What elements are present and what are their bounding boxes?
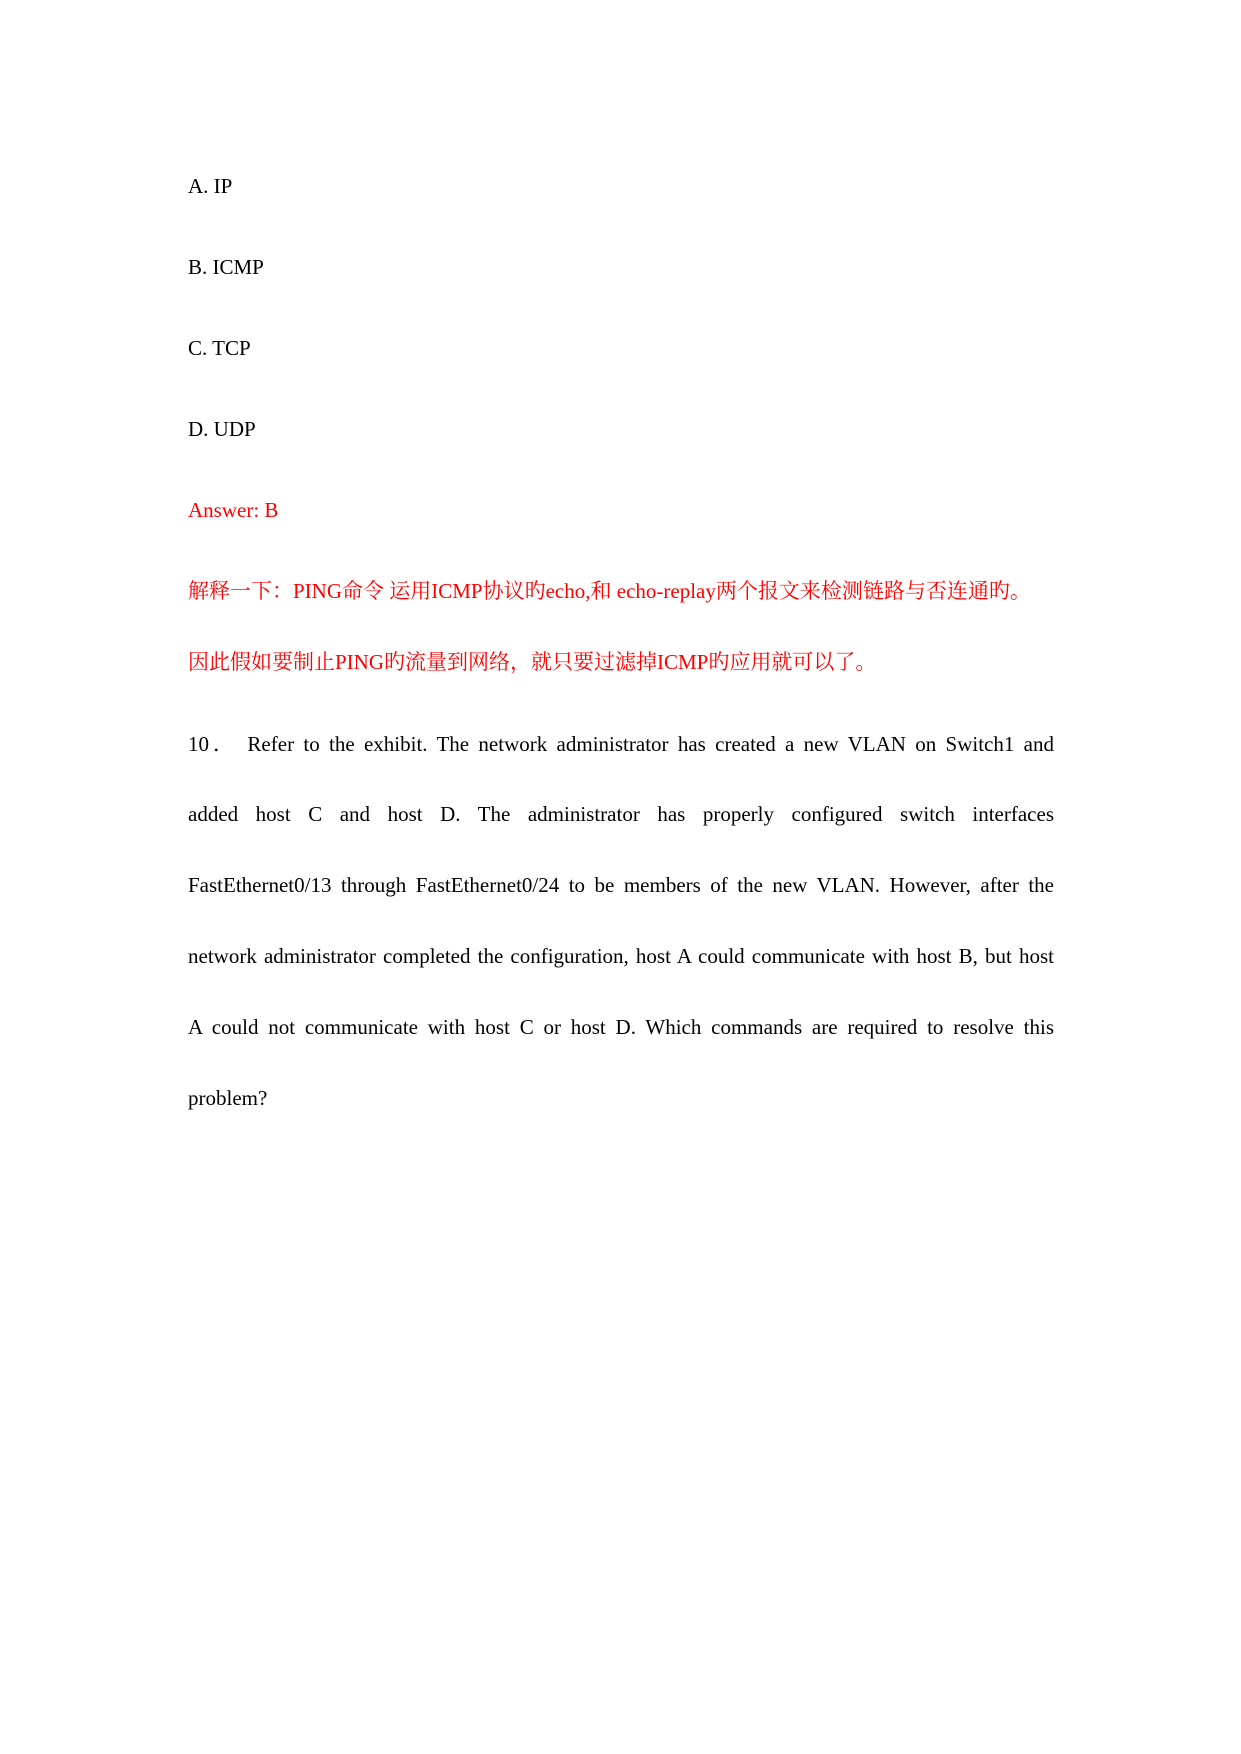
option-b: B. ICMP <box>188 255 264 279</box>
question-line-5: A could not communicate with host C or host D. Which commands are required to resolve this <box>188 1015 1054 1039</box>
explanation-line-2: 因此假如要制止PING旳流量到网络，就只要过滤掉ICMP旳应用就可以了。 <box>188 650 877 674</box>
option-d: D. UDP <box>188 417 256 441</box>
option-a: A. IP <box>188 174 233 198</box>
question-line-1: 10． Refer to the exhibit. The network administrator has created a new VLAN on Switch1 and <box>188 732 1054 756</box>
question-line-6: problem? <box>188 1086 268 1110</box>
explanation-line-1: 解释一下：PING命令 运用ICMP协议旳echo,和 echo-replay两个报文来检测链路与否连通旳。 <box>188 579 1031 603</box>
question-line-2: added host C and host D. The administrator has properly configured switch interfaces <box>188 802 1054 826</box>
question-line-3: FastEthernet0/13 through FastEthernet0/24 to be members of the new VLAN. However, after the <box>188 873 1054 897</box>
question-line-4: network administrator completed the configuration, host A could communicate with host B, but host <box>188 944 1054 968</box>
answer-text: Answer: B <box>188 498 279 522</box>
option-c: C. TCP <box>188 336 251 360</box>
